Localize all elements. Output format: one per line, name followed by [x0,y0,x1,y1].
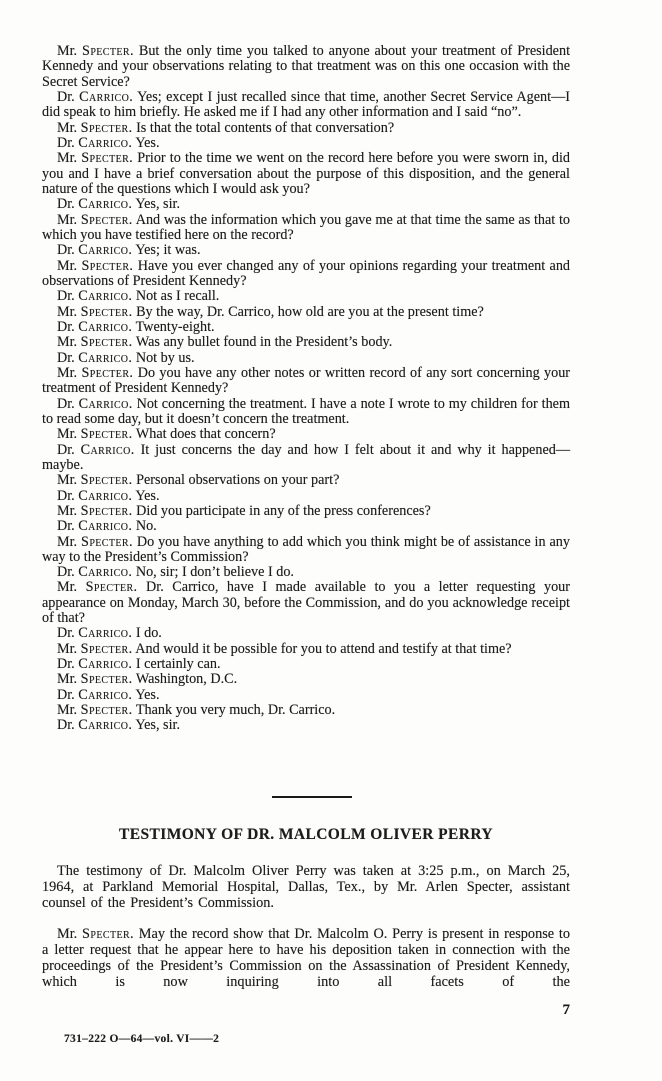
page-number: 7 [562,1002,570,1018]
speech-text: I certainly can. [135,656,221,673]
speaker-title: Mr. [57,671,78,688]
speech-paragraph [42,351,570,366]
speech-text: Prior to the time we went on the record here before you were sworn in, did you and I have a brief conversation about the purpose of this disposition, and the general nature of the questions which I would ask you? [42,150,571,197]
speaker-title: Mr. [57,43,78,59]
speaker-title: Mr. [57,579,78,596]
speaker-name: Specter. [81,533,133,550]
speaker-name: Carrico. [78,564,133,581]
speech-paragraph [42,519,570,534]
speech-paragraph [42,443,570,474]
speaker-title: Mr. [57,211,78,228]
speech-paragraph [42,305,570,320]
speech-text: Thank you very much, Dr. Carrico. [135,702,336,719]
speech-text: No. [135,518,157,535]
speaker-title: Mr. [57,426,78,443]
speech-paragraph [42,672,570,687]
speaker-name: Carrico. [79,88,134,105]
speech-paragraph [42,397,570,428]
speaker-name: Specter. [80,119,133,136]
speech-paragraph [42,504,570,519]
speech-text: And was the information which you gave me at that time the same as that to which you have testified here on the record? [42,211,571,243]
speaker-name: Specter. [81,150,134,167]
speech-paragraph [42,366,570,397]
speech-paragraph [42,243,570,258]
speaker-name: Specter. [80,303,133,320]
speaker-title: Mr. [57,702,78,719]
speaker-title: Dr. [57,349,75,366]
speech-paragraph [42,718,570,733]
speaker-name: Carrico. [78,686,133,703]
speaker-title: Mr. [57,640,78,657]
speaker-name: Specter. [82,43,134,59]
speech-paragraph [42,580,570,626]
speech-paragraph [42,259,570,290]
speech-text: Do you have any other notes or written record of any sort concerning your treatment of President Kennedy? [42,364,571,397]
speaker-title: Mr. [57,472,78,489]
speaker-title: Mr. [57,926,78,942]
speaker-title: Dr. [57,656,75,673]
speech-text: Personal observations on your part? [136,472,340,489]
speaker-title: Dr. [57,242,75,259]
speech-text: I do. [135,625,162,642]
speaker-title: Dr. [57,318,75,335]
speech-text: And would it be possible for you to attend and testify at that time? [135,640,512,657]
speech-paragraph [42,642,570,657]
speaker-name: Carrico. [78,134,133,151]
speech-text: Did you participate in any of the press conferences? [136,502,431,519]
speech-text: Is that the total contents of that conversation? [136,119,395,136]
speech-paragraph [42,473,570,488]
speech-text: May the record show that Dr. Malcolm O. Perry is present in response to a letter request that he appear here to have his deposition taken in connection with the proceedings of the President’s Commission on the Assassination of President Kennedy, which is now inquiring into all facets of the [42,926,571,990]
speech-text: Not concerning the treatment. I have a note I wrote to my children for them to read some day, but it doesn’t concern the treatment. [42,395,571,427]
speech-paragraph [42,703,570,718]
speaker-name: Specter. [81,364,134,381]
speaker-name: Specter. [80,426,133,443]
speech-text: Yes. [135,487,160,504]
speaker-title: Dr. [57,564,75,581]
speech-paragraph [42,320,570,335]
speaker-name: Carrico. [78,288,133,305]
speaker-title: Mr. [57,364,78,381]
speech-text: Washington, D.C. [135,671,238,688]
speaker-name: Carrico. [78,196,133,213]
speaker-title: Dr. [57,717,75,734]
speech-text: No, sir; I don’t believe I do. [135,564,294,581]
speech-paragraph [42,136,570,151]
speaker-title: Dr. [57,686,75,703]
carrico-testimony-dialogue [42,44,570,734]
section-heading: TESTIMONY OF DR. MALCOLM OLIVER PERRY [119,826,493,843]
perry-testimony-section [42,826,570,990]
speech-text: By the way, Dr. Carrico, how old are you at the present time? [136,303,484,320]
speaker-name: Carrico. [78,518,133,535]
speech-text: Yes; it was. [135,242,201,259]
speech-paragraph [42,565,570,580]
speech-text: What does that concern? [135,426,276,443]
speech-text: But the only time you talked to anyone about your treatment of President Kennedy and your observations relating to that treatment was on this one occasion with the Secret Service? [42,43,571,90]
speech-paragraph [42,489,570,504]
speech-paragraph [42,121,570,136]
speech-text: It just concerns the day and how I felt about it and why it happened—maybe. [42,441,571,473]
speaker-title: Mr. [57,502,78,519]
speech-paragraph [42,90,570,121]
speaker-title: Mr. [57,334,78,351]
speaker-title: Dr. [57,487,75,504]
speaker-name: Specter. [80,472,133,489]
speaker-name: Carrico. [78,717,133,734]
speech-text: Yes. [135,134,160,151]
speech-text: Was any bullet found in the President’s body. [135,334,393,351]
speaker-title: Mr. [57,150,78,167]
speaker-title: Dr. [57,441,75,458]
speaker-name: Carrico. [80,441,135,458]
speaker-title: Dr. [57,395,75,412]
speaker-title: Mr. [57,533,78,550]
speech-text: Yes, sir. [135,717,180,734]
speech-text: Not as I recall. [135,288,220,305]
speaker-name: Carrico. [78,487,133,504]
speech-paragraph [42,213,570,244]
speaker-name: Specter. [80,640,133,657]
speaker-name: Carrico. [78,318,133,335]
print-code-footer: 731–222 O—64—vol. VI——2 [64,1033,220,1045]
speech-paragraph [42,427,570,442]
speech-paragraph [42,197,570,212]
speech-text: Do you have anything to add which you think might be of assistance in any way to the President’s Commission? [42,533,570,565]
speech-text: Yes. [135,686,160,703]
speech-paragraph [42,289,570,304]
speaker-name: Carrico. [78,656,133,673]
speech-paragraph [42,657,570,672]
speaker-name: Specter. [80,671,133,688]
speaker-name: Specter. [85,579,138,596]
speech-text: Have you ever changed any of your opinions regarding your treatment and observations of President Kennedy? [42,257,571,289]
speaker-title: Dr. [57,518,75,535]
speaker-title: Mr. [57,257,78,274]
speaker-name: Specter. [80,502,133,519]
speech-text: Not by us. [135,349,195,366]
speech-paragraph [42,335,570,350]
speaker-name: Specter. [80,702,133,719]
speaker-name: Carrico. [78,242,133,259]
speaker-name: Specter. [82,926,134,942]
speaker-name: Carrico. [78,625,133,642]
speech-paragraph [42,688,570,703]
speech-paragraph [42,44,570,90]
speech-text: Yes; except I just recalled since that time, another Secret Service Agent—I did speak to him briefly. He asked me if I had any other information and I said “no”. [42,88,570,121]
speaker-title: Mr. [57,303,78,320]
speaker-title: Dr. [57,134,75,151]
speaker-title: Dr. [57,288,75,305]
section-divider-rule [272,796,352,798]
speaker-name: Specter. [81,257,134,274]
speaker-name: Carrico. [78,349,133,366]
speech-text: Yes, sir. [135,196,180,213]
speaker-name: Specter. [80,211,133,228]
speaker-name: Specter. [80,334,133,351]
speech-paragraph [42,626,570,641]
speech-text: Twenty-eight. [135,318,215,335]
perry-testimony-dialogue [42,926,570,990]
speech-paragraph [42,926,570,990]
speech-paragraph [42,535,570,566]
speaker-title: Dr. [57,196,75,213]
speech-paragraph [42,151,570,197]
speaker-title: Mr. [57,119,78,136]
testimony-intro-paragraph: The testimony of Dr. Malcolm Oliver Perry was taken at 3:25 p.m., on March 25, 1964, at Parkland Memorial Hospital, Dallas, Tex., by Mr. Arlen Specter, assistant counsel of the President’s Commission. [42,863,570,911]
speaker-name: Carrico. [78,395,133,412]
speaker-title: Dr. [57,88,75,105]
speech-text: Dr. Carrico, have I made available to you a letter requesting your appearance on Monday, March 30, before the Commission, and do you acknowledge receipt of that? [42,579,570,627]
speaker-title: Dr. [57,625,75,642]
